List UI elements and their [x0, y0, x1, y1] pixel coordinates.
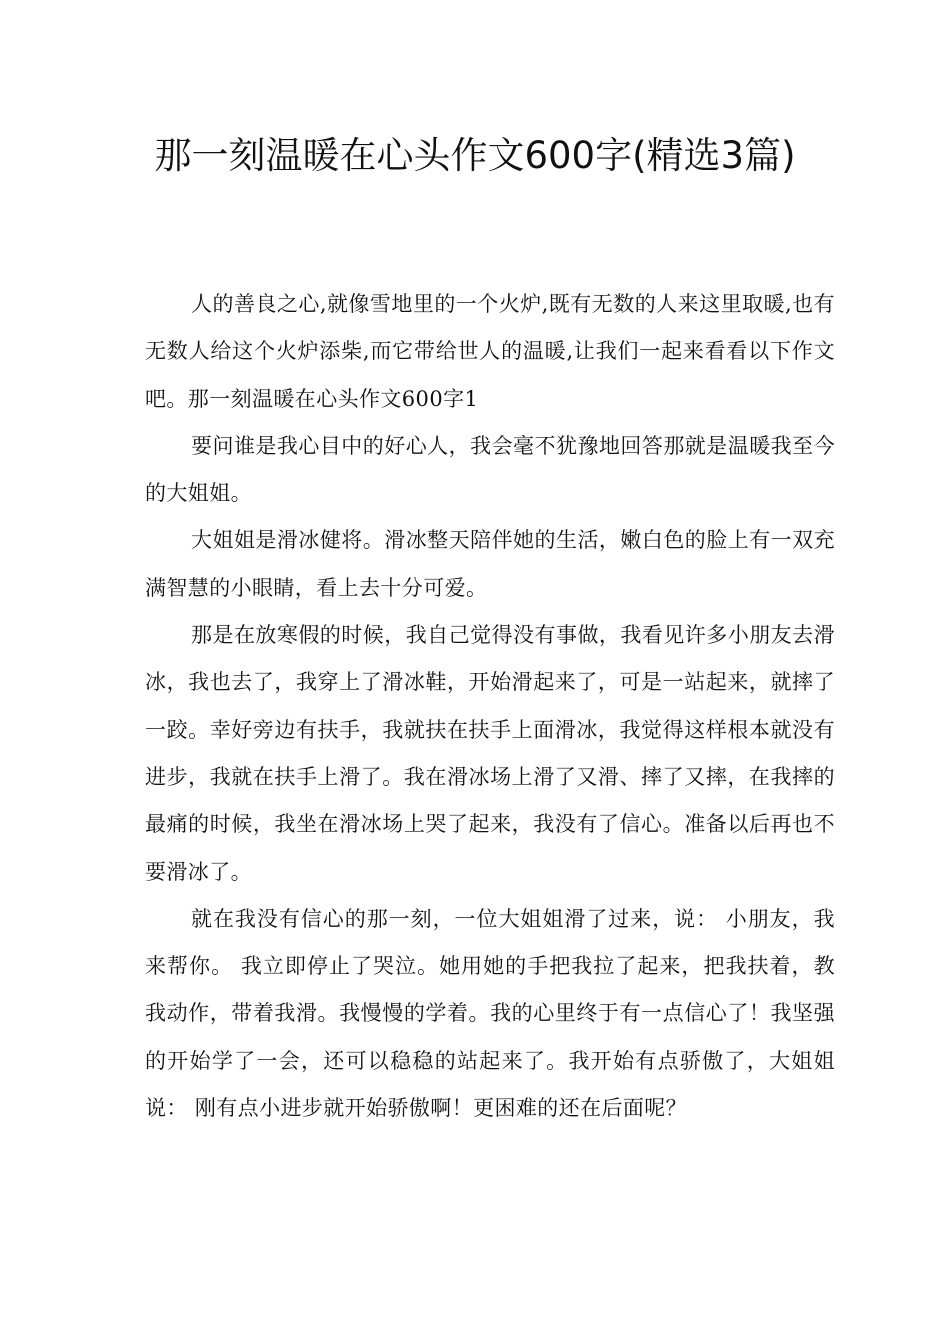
paragraph-4: 那是在放寒假的时候，我自己觉得没有事做，我看见许多小朋友去滑冰，我也去了，我穿上了滑冰鞋，开始滑起来了，可是一站起来，就摔了一跤。幸好旁边有扶手，我就扶在扶手上面滑冰，我觉得这样根本就没有进步，我就在扶手上滑了。我在滑冰场上滑了又滑、摔了又摔，在我摔的最痛的时候，我坐在滑冰场上哭了起来，我没有了信心。准备以后再也不要滑冰了。: [145, 623, 835, 884]
paragraph-3: 大姐姐是滑冰健将。滑冰整天陪伴她的生活，嫩白色的脸上有一双充满智慧的小眼睛，看上去十分可爱。: [145, 528, 835, 600]
paragraph-2: 要问谁是我心目中的好心人，我会毫不犹豫地回答那就是温暖我至今的大姐姐。: [145, 433, 835, 506]
document-title: 那一刻温暖在心头作文600字(精选3篇): [154, 134, 796, 177]
paragraph-5: 就在我没有信心的那一刻，一位大姐姐滑了过来，说： 小朋友，我来帮你。 我立即停止了哭泣。她用她的手把我拉了起来，把我扶着，教我动作，带着我滑。我慢慢的学着。我的心里终于有一点信心了！我坚强的开始学了一会，还可以稳稳的站起来了。我开始有点骄傲了，大姐姐说： 刚有点小进步就开始骄傲啊！更困难的还在后面呢？: [145, 906, 835, 1121]
paragraph-intro: 人的善良之心,就像雪地里的一个火炉,既有无数的人来这里取暖,也有无数人给这个火炉添柴,而它带给世人的温暖,让我们一起来看看以下作文吧。那一刻温暖在心头作文600字1: [145, 292, 835, 411]
document-body: [145, 281, 835, 1132]
